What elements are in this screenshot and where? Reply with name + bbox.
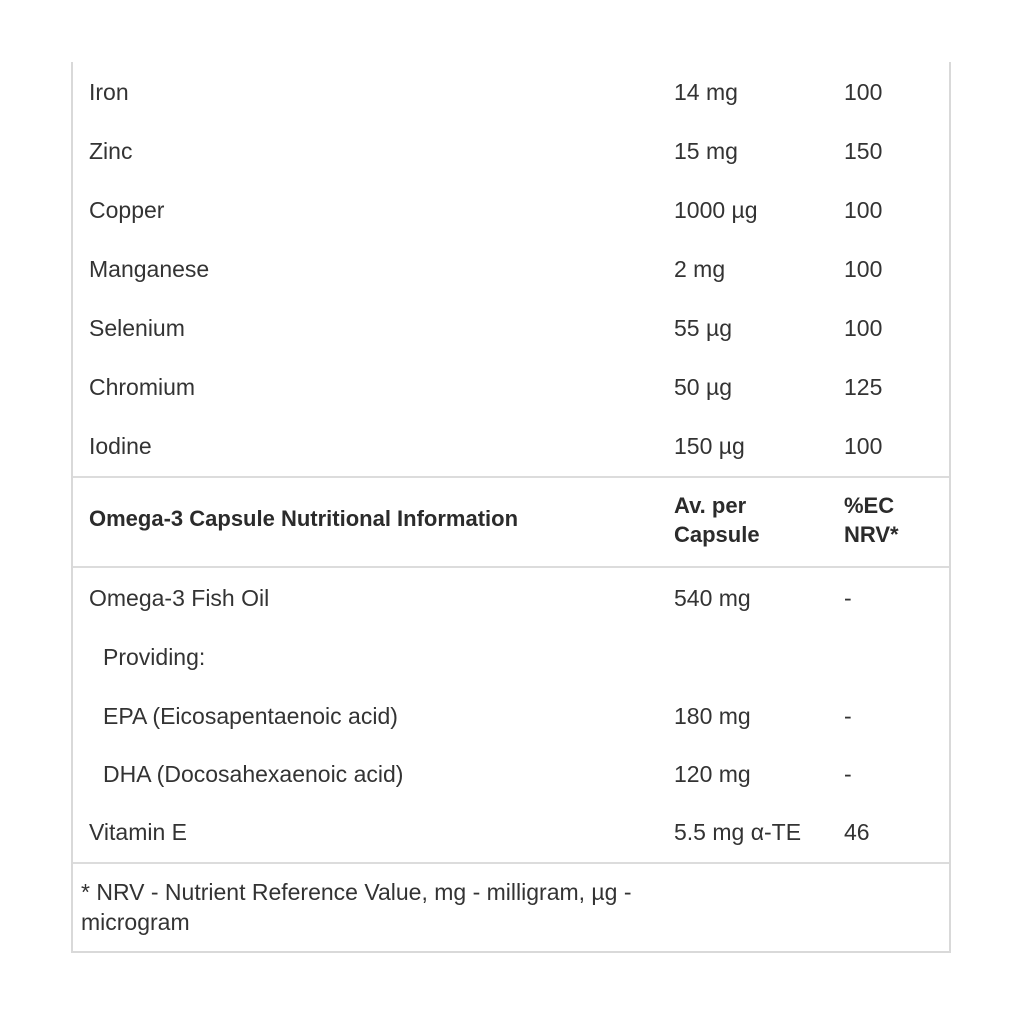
section-divider (73, 862, 949, 864)
footnote: * NRV - Nutrient Reference Value, mg - milligram, µg - microgram (81, 879, 632, 935)
nutrient-amount: 14 mg (674, 79, 738, 105)
nutrient-name: Manganese (89, 256, 210, 282)
nutrient-name: Zinc (89, 138, 133, 164)
nutrient-name: Vitamin E (89, 819, 188, 845)
nutrient-nrv: 46 (844, 819, 870, 845)
nutrient-name: Omega-3 Fish Oil (89, 585, 270, 611)
nutrient-nrv: 100 (844, 79, 883, 105)
nutrient-nrv: 150 (844, 138, 883, 164)
nutrient-nrv: 100 (844, 433, 883, 459)
nutrient-amount: 180 mg (674, 703, 751, 729)
nutrient-amount: 55 µg (674, 315, 733, 341)
section-title: Omega-3 Capsule Nutritional Information (89, 506, 519, 531)
nutrient-nrv: 125 (844, 374, 883, 400)
nutrient-name: Chromium (89, 374, 196, 400)
nutrient-name: Providing: (103, 644, 206, 670)
column-header-nrv: %EC NRV* (844, 493, 899, 547)
nutrient-nrv: 100 (844, 256, 883, 282)
nutrient-amount: 1000 µg (674, 197, 758, 223)
nutrient-name: EPA (Eicosapentaenoic acid) (103, 703, 398, 729)
section-divider (73, 566, 949, 568)
nutrient-name: DHA (Docosahexaenoic acid) (103, 761, 404, 787)
nutrient-nrv: - (844, 585, 852, 611)
section-divider (73, 476, 949, 478)
nutrient-name: Selenium (89, 315, 185, 341)
nutrient-nrv: 100 (844, 315, 883, 341)
nutrient-amount: 15 mg (674, 138, 738, 164)
nutrient-name: Iodine (89, 433, 152, 459)
nutrient-amount: 50 µg (674, 374, 733, 400)
nutrition-table (71, 62, 951, 953)
nutrient-amount: 2 mg (674, 256, 726, 282)
nutrient-amount: 150 µg (674, 433, 745, 459)
nutrient-amount: 5.5 mg α-TE (674, 819, 802, 845)
nutrient-nrv: 100 (844, 197, 883, 223)
nutrient-name: Copper (89, 197, 165, 223)
nutrient-amount: 540 mg (674, 585, 751, 611)
nutrient-name: Iron (89, 79, 129, 105)
nutrient-nrv: - (844, 703, 852, 729)
column-header-amount: Av. per Capsule (674, 493, 760, 547)
nutrient-amount: 120 mg (674, 761, 751, 787)
nutrient-nrv: - (844, 761, 852, 787)
